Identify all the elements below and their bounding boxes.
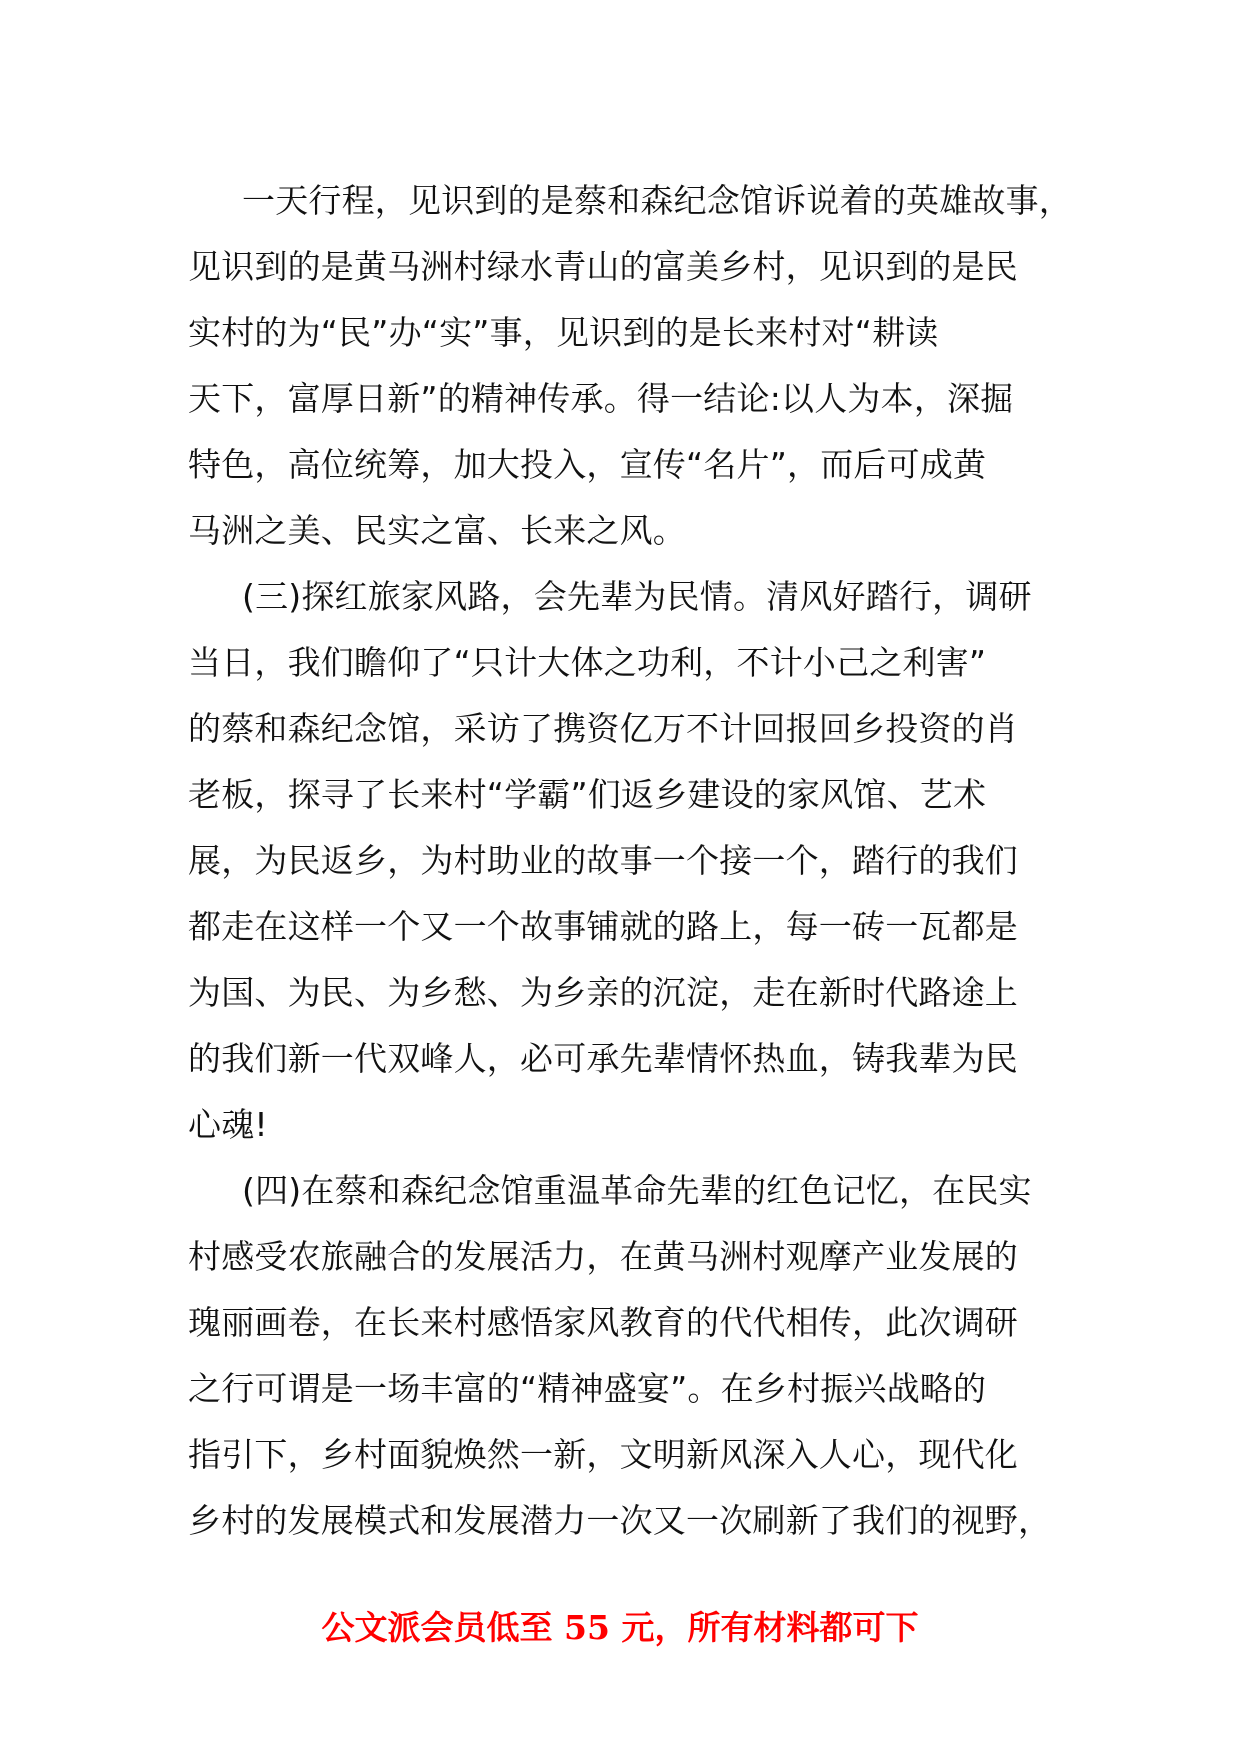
paragraph-line: 乡村的发展模式和发展潜力一次又一次刷新了我们的视野， <box>188 1501 1052 1540</box>
paragraph-line: 见识到的是黄马洲村绿水青山的富美乡村，见识到的是民 <box>188 247 1018 286</box>
paragraph-line: 瑰丽画卷，在长来村感悟家风教育的代代相传，此次调研 <box>188 1303 1018 1342</box>
paragraph-line: 天下，富厚日新”的精神传承。得一结论:以人为本，深掘 <box>188 379 1014 418</box>
paragraph-line: 一天行程，见识到的是蔡和森纪念馆诉说着的英雄故事， <box>242 181 1072 220</box>
paragraph-line: 马洲之美、民实之富、长来之风。 <box>188 511 686 550</box>
paragraph-line: 老板，探寻了长来村“学霸”们返乡建设的家风馆、艺术 <box>188 775 987 814</box>
paragraph-line: (四)在蔡和森纪念馆重温革命先辈的红色记忆，在民实 <box>242 1171 1032 1210</box>
paragraph-line: 都走在这样一个又一个故事铺就的路上，每一砖一瓦都是 <box>188 907 1018 946</box>
paragraph-line: 之行可谓是一场丰富的“精神盛宴”。在乡村振兴战略的 <box>188 1369 987 1408</box>
paragraph-line: 的蔡和森纪念馆，采访了携资亿万不计回报回乡投资的肖 <box>188 709 1018 748</box>
body-text <box>188 168 1072 1554</box>
paragraph-line: 为国、为民、为乡愁、为乡亲的沉淀，走在新时代路途上 <box>188 973 1018 1012</box>
paragraph-line: 心魂! <box>188 1105 268 1144</box>
paragraph-line: 村感受农旅融合的发展活力，在黄马洲村观摩产业发展的 <box>188 1237 1018 1276</box>
paragraph-line: 指引下，乡村面貌焕然一新，文明新风深入人心，现代化 <box>188 1435 1018 1474</box>
paragraph-line: 特色，高位统筹，加大投入，宣传“名片”，而后可成黄 <box>188 445 987 484</box>
footer-promo-note: 公文派会员低至 55 元，所有材料都可下 <box>321 1608 919 1647</box>
paragraph-line: 实村的为“民”办“实”事，见识到的是长来村对“耕读 <box>188 313 939 352</box>
paragraph-line: 的我们新一代双峰人，必可承先辈情怀热血，铸我辈为民 <box>188 1039 1018 1078</box>
paragraph-line: (三)探红旅家风路，会先辈为民情。清风好踏行，调研 <box>242 577 1032 616</box>
paragraph-line: 展，为民返乡，为村助业的故事一个接一个，踏行的我们 <box>188 841 1018 880</box>
paragraph-line: 当日，我们瞻仰了“只计大体之功利，不计小己之利害” <box>188 643 987 682</box>
